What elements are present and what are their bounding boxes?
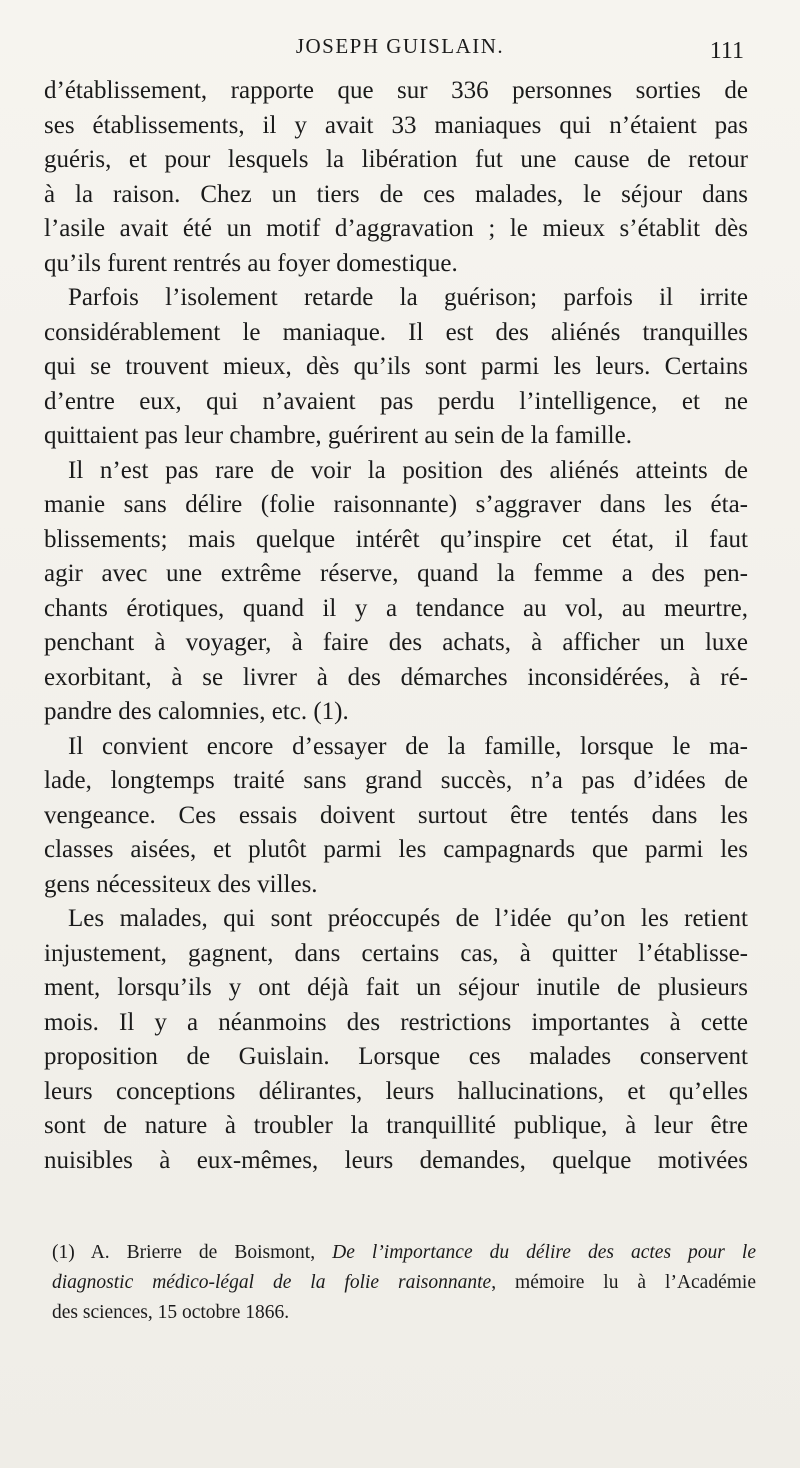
text-line: Il convient encore d’essayer de la famille, lorsque le ma- <box>68 732 748 760</box>
paragraph-3 <box>44 454 748 730</box>
text-line: d’entre eux, qui n’avaient pas perdu l’intelligence, et ne <box>44 387 748 415</box>
text-line: considérablement le maniaque. Il est des aliénés tranquilles <box>44 318 748 346</box>
text-line: agir avec une extrême réserve, quand la femme a des pen- <box>44 560 748 587</box>
paragraph-5 <box>44 902 748 1178</box>
text-line: chants érotiques, quand il y a tendance au vol, au meurtre, <box>44 594 748 622</box>
paragraph-4 <box>44 730 748 903</box>
text-line: gens nécessiteux des villes. <box>44 870 318 898</box>
text-line: injustement, gagnent, dans certains cas, à quitter l’établisse- <box>44 939 748 967</box>
footnote-line <box>52 1238 756 1268</box>
page-header <box>46 28 754 68</box>
text-line: ses établissements, il y avait 33 maniaques qui n’étaient pas <box>44 111 748 139</box>
footnote-line <box>52 1268 756 1298</box>
page-number: 111 <box>709 38 744 64</box>
text-line: sont de nature à troubler la tranquillité publique, à leur être <box>44 1112 748 1139</box>
footnote-text: (1) A. Brierre de Boismont, <box>52 1242 333 1263</box>
text-line: Il n’est pas rare de voir la position des aliénés atteints de <box>68 456 748 484</box>
text-line: d’établissement, rapporte que sur 336 personnes sorties de <box>44 77 748 104</box>
text-line: vengeance. Ces essais doivent surtout être tentés dans les <box>44 801 748 829</box>
text-line: quittaient pas leur chambre, guérirent au sein de la famille. <box>44 422 632 449</box>
text-line: lade, longtemps traité sans grand succès, n’a pas d’idées de <box>44 767 748 794</box>
footnote-text: , mémoire lu à l’Académie <box>491 1272 756 1293</box>
text-line: qu’ils furent rentrés au foyer domestique. <box>44 249 458 277</box>
text-line: manie sans délire (folie raisonnante) s’aggraver dans les éta- <box>44 491 748 518</box>
paragraph-1 <box>44 74 748 281</box>
footnote-line: des sciences, 15 octobre 1866. <box>52 1302 290 1323</box>
footnote-citation-title: diagnostic médico-légal de la folie raisonnante <box>52 1272 492 1293</box>
footnote <box>52 1238 756 1328</box>
body-text <box>44 74 748 1178</box>
text-line: proposition de Guislain. Lorsque ces malades conservent <box>44 1043 748 1070</box>
text-line: ment, lorsqu’ils y ont déjà fait un séjour inutile de plusieurs <box>44 974 748 1001</box>
running-head: JOSEPH GUISLAIN. <box>295 34 505 58</box>
text-line: blissements; mais quelque intérêt qu’inspire cet état, il faut <box>44 525 748 553</box>
text-line: Parfois l’isolement retarde la guérison; parfois il irrite <box>68 284 748 311</box>
footnote-citation-title: De l’importance du délire des actes pour le <box>332 1242 756 1263</box>
text-line: penchant à voyager, à faire des achats, à afficher un luxe <box>44 629 748 656</box>
text-line: nuisibles à eux-mêmes, leurs demandes, quelque motivées <box>44 1146 748 1174</box>
text-line: pandre des calomnies, etc. (1). <box>44 698 349 725</box>
text-line: Les malades, qui sont préoccupés de l’idée qu’on les retient <box>68 905 748 932</box>
text-line: guéris, et pour lesquels la libération fut une cause de retour <box>44 146 748 173</box>
text-line: à la raison. Chez un tiers de ces malades, le séjour dans <box>44 180 748 208</box>
text-line: mois. Il y a néanmoins des restrictions importantes à cette <box>44 1008 748 1036</box>
paragraph-2 <box>44 281 748 454</box>
text-line: qui se trouvent mieux, dès qu’ils sont parmi les leurs. Certains <box>44 353 748 380</box>
text-line: exorbitant, à se livrer à des démarches inconsidérées, à ré- <box>44 663 748 691</box>
text-line: classes aisées, et plutôt parmi les campagnards que parmi les <box>44 836 748 863</box>
text-line: l’asile avait été un motif d’aggravation ; le mieux s’établit dès <box>44 215 748 242</box>
text-line: leurs conceptions délirantes, leurs hallucinations, et qu’elles <box>44 1077 748 1105</box>
